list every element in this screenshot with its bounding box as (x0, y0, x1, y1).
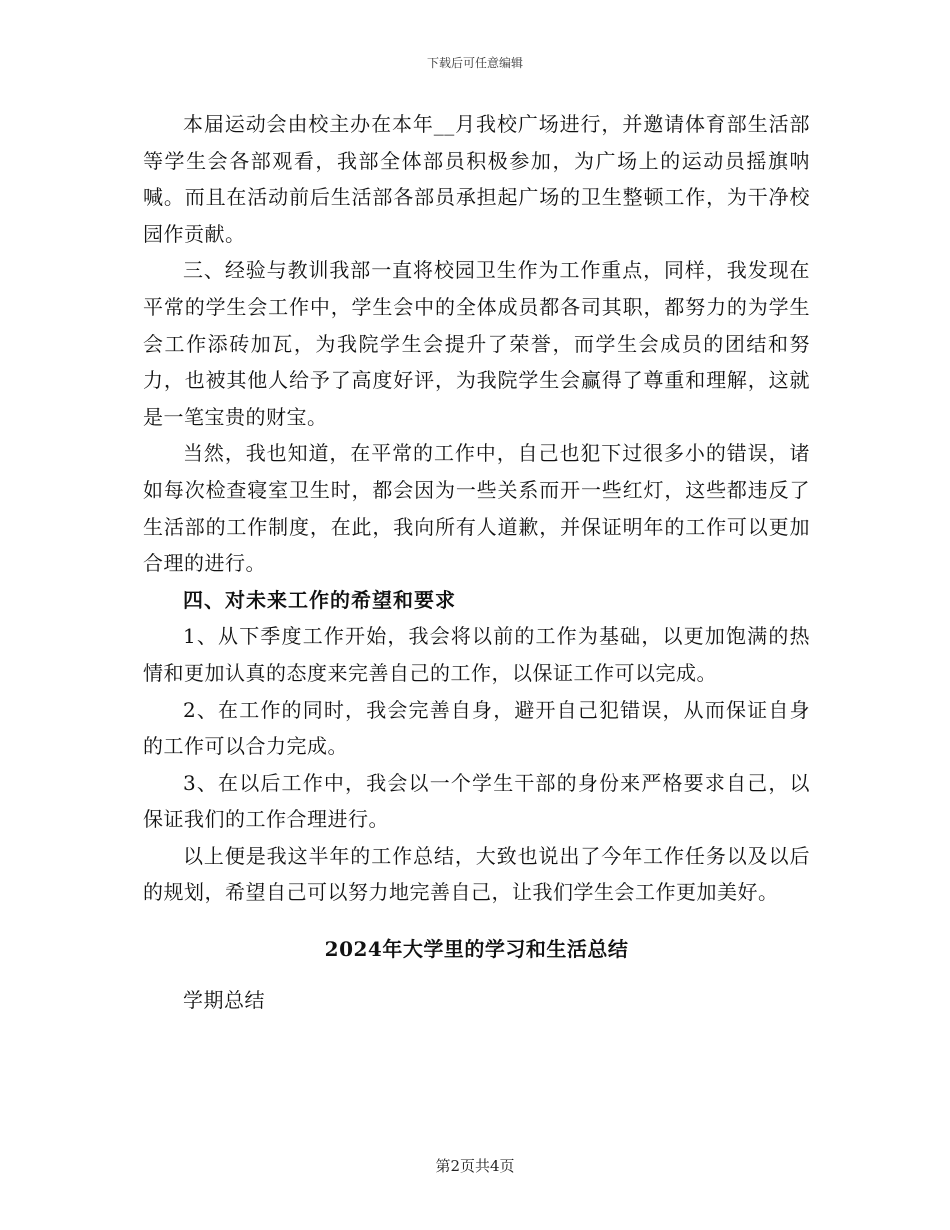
paragraph-goal-2: 2、在工作的同时，我会完善自身，避开自己犯错误，从而保证自身的工作可以合力完成。 (143, 697, 810, 759)
paragraph-apology: 当然，我也知道，在平常的工作中，自己也犯下过很多小的错误，诸如每次检查寝室卫生时，都会因为一些关系而开一些红灯，这些都违反了生活部的工作制度，在此，我向所有人道歉，并保证明年的工作可以更加合理的进行。 (143, 441, 810, 576)
paragraph-goal-3: 3、在以后工作中，我会以一个学生干部的身份来严格要求自己，以保证我们的工作合理进行。 (143, 770, 810, 832)
page-number: 第2页共4页 (435, 1157, 515, 1175)
paragraph-conclusion: 以上便是我这半年的工作总结，大致也说出了今年工作任务以及以后的规划，希望自己可以努力地完善自己，让我们学生会工作更加美好。 (143, 843, 810, 905)
paragraph-experience-lessons: 三、经验与教训我部一直将校园卫生作为工作重点，同样，我发现在平常的学生会工作中，学生会中的全体成员都各司其职，都努力的为学生会工作添砖加瓦，为我院学生会提升了荣誉，而学生会成员的团结和努力，也被其他人给予了高度好评，为我院学生会赢得了尊重和理解，这就是一笔宝贵的财宝。 (143, 258, 810, 429)
document-title: 2024年大学里的学习和生活总结 (324, 937, 629, 962)
section-heading-future: 四、对未来工作的希望和要求 (183, 587, 456, 612)
document-body (143, 106, 810, 1018)
paragraph-sports-meet: 本届运动会由校主办在本年__月我校广场进行，并邀请体育部生活部等学生会各部观看，我部全体部员积极参加，为广场上的运动员摇旗呐喊。而且在活动前后生活部各部员承担起广场的卫生整顿工作，为干净校园作贡献。 (143, 112, 810, 246)
paragraph-goal-1: 1、从下季度工作开始，我会将以前的工作为基础，以更加饱满的热情和更加认真的态度来完善自己的工作，以保证工作可以完成。 (143, 624, 810, 685)
paragraph-semester-summary: 学期总结 (183, 987, 265, 1012)
page-header: 下载后可任意编辑 (426, 56, 523, 70)
